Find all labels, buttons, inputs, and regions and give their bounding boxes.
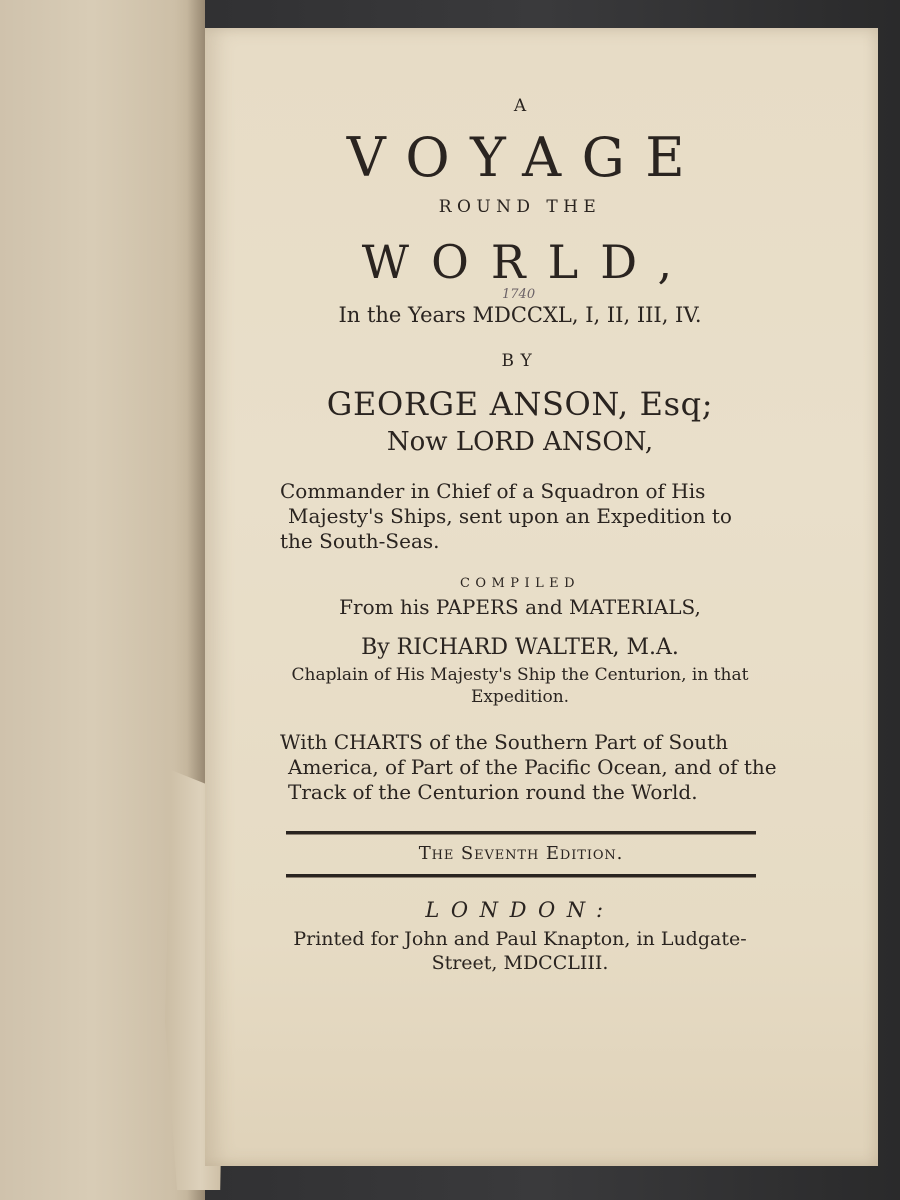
charts-line: America, of Part of the Pacific Ocean, and of the — [288, 755, 777, 780]
author-name: GEORGE ANSON, Esq; — [326, 385, 714, 423]
charts-line: Track of the Centurion round the World. — [288, 780, 698, 805]
years-text: In the Years MDCCXL, I, II, III, IV. — [338, 303, 702, 327]
edition-text: The Seventh Edition. — [418, 843, 624, 865]
compiled-heading: COMPILED — [459, 576, 581, 591]
by-line: BY — [501, 351, 539, 371]
rule-bottom — [286, 874, 756, 878]
title-article: A — [513, 96, 527, 116]
compiler-title-line: Expedition. — [470, 687, 570, 708]
compiler-name: By RICHARD WALTER, M.A. — [361, 635, 679, 660]
description-line: Commander in Chief of a Squadron of His — [280, 479, 706, 503]
years-line — [280, 287, 760, 327]
imprint-line-2: Street, MDCCLIII. — [431, 952, 609, 975]
description-line: Majesty's Ships, sent upon an Expedition to — [288, 504, 732, 528]
description-paragraph — [280, 479, 760, 554]
compiled-from: From his PAPERS and MATERIALS, — [339, 595, 701, 619]
edition-box — [286, 831, 756, 878]
rule-top — [286, 831, 756, 835]
charts-line: With CHARTS of the Southern Part of South — [280, 730, 729, 755]
title-page-text — [280, 96, 777, 975]
charts-paragraph — [280, 730, 777, 805]
title-round-the: ROUND THE — [438, 197, 602, 217]
title-world: WORLD, — [361, 235, 695, 289]
title-voyage: VOYAGE — [346, 126, 706, 189]
compiler-title — [280, 664, 760, 708]
compiler-title-line: Chaplain of His Majesty's Ship the Centurion, in that — [291, 665, 749, 685]
author-title: Now LORD ANSON, — [386, 427, 654, 457]
imprint-city: LONDON: — [425, 898, 615, 923]
imprint-line-1: Printed for John and Paul Knapton, in Ludgate- — [293, 928, 747, 951]
description-line: the South-Seas. — [280, 529, 440, 553]
handwritten-annotation: 1740 — [502, 287, 536, 302]
title-page — [205, 28, 878, 1166]
